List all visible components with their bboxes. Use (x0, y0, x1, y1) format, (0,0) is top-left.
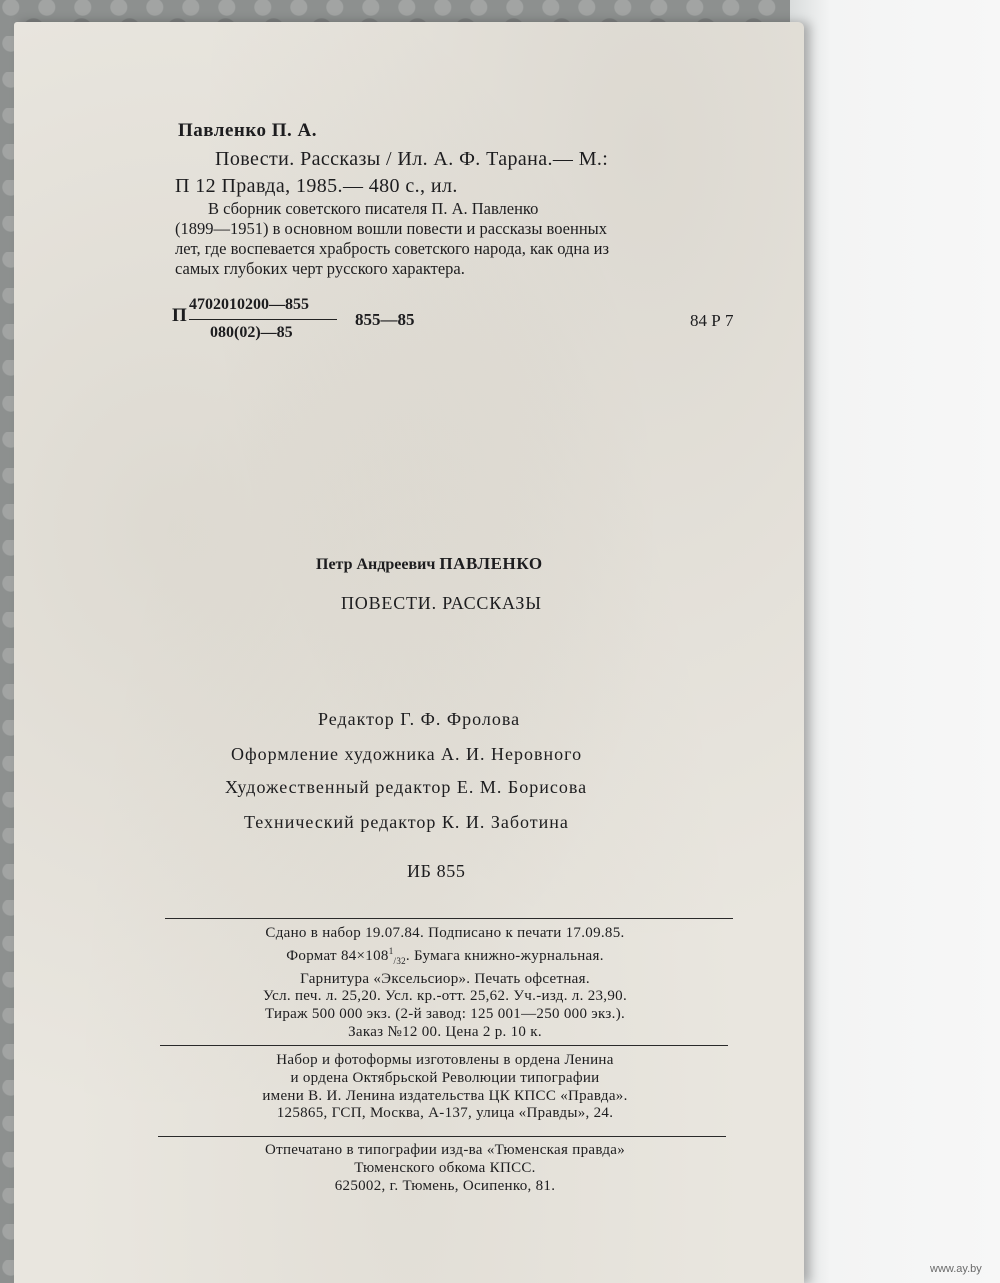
staff-designer: Оформление художника А. И. Неровного (231, 744, 583, 764)
printing-house-block (160, 1142, 730, 1195)
ib-number: ИБ 855 (407, 861, 466, 881)
annotation-line: самых глубоких черт русского характера. (175, 259, 465, 278)
staff-technical-editor: Технический редактор К. И. Заботина (244, 812, 569, 832)
format-prefix: Формат 84×108 (286, 947, 389, 964)
staff-art-editor: Художественный редактор Е. М. Борисова (225, 777, 588, 797)
printer-line: Отпечатано в типографии изд-ва «Тюменская правда» (264, 1142, 626, 1158)
bibliographic-line-1: Повести. Рассказы / Ил. А. Ф. Тарана.— М.: (215, 148, 609, 170)
code-fraction-line (189, 319, 337, 320)
printer-line: 625002, г. Тюмень, Осипенко, 81. (334, 1177, 556, 1194)
annotation (175, 199, 775, 279)
annotation-line: (1899—1951) в основном вошли повести и рассказы военных (175, 219, 607, 238)
printer-line: 125865, ГСП, Москва, А-137, улица «Правды», 24. (276, 1105, 614, 1122)
divider-rule (160, 1045, 728, 1046)
imprint-block (160, 925, 730, 1042)
imprint-line: Гарнитура «Эксельсиор». Печать офсетная. (300, 970, 590, 987)
printer-line: и ордена Октябрьской Революции типографии (290, 1069, 600, 1086)
imprint-line: Усл. печ. л. 25,20. Усл. кр.-отт. 25,62. Уч.-изд. л. 23,90. (263, 988, 627, 1005)
code-denominator: 080(02)—85 (210, 324, 293, 341)
printer-line: Тюменского обкома КПСС. (354, 1159, 536, 1176)
annotation-line: лет, где воспевается храбрость советского народа, как одна из (175, 239, 610, 258)
watermark: www.ay.by (930, 1263, 982, 1275)
author-given-names: Петр Андреевич (316, 556, 436, 573)
facing-blank-page (790, 0, 1000, 1283)
classification-code: 84 Р 7 (690, 311, 734, 330)
format-suffix: . Бумага книжно-журнальная. (405, 947, 604, 964)
imprint-line: Сдано в набор 19.07.84. Подписано к печати 17.09.85. (265, 925, 625, 941)
annotation-line: В сборник советского писателя П. А. Павленко (208, 199, 539, 218)
book-title: ПОВЕСТИ. РАССКАЗЫ (341, 593, 542, 613)
divider-rule (165, 918, 733, 919)
divider-rule (158, 1136, 726, 1137)
author-surname: ПАВЛЕНКО (439, 554, 543, 573)
typesetting-printer-block (160, 1052, 730, 1123)
format-subscript: /32 (393, 955, 406, 966)
imprint-line: Тираж 500 000 экз. (2-й завод: 125 001—250 000 экз.). (264, 1006, 626, 1023)
bibliographic-line-2: П 12 Правда, 1985.— 480 с., ил. (175, 175, 458, 197)
imprint-line: Заказ №12 00. Цена 2 р. 10 к. (348, 1023, 542, 1040)
format-superscript: 1 (388, 945, 394, 956)
imprint-format-line (160, 943, 730, 971)
staff-editor: Редактор Г. Ф. Фролова (318, 709, 521, 729)
printer-line: имени В. И. Ленина издательства ЦК КПСС «Правда». (262, 1087, 628, 1104)
code-middle: 855—85 (355, 310, 415, 329)
author-heading: Павленко П. А. (178, 120, 318, 141)
code-numerator: 4702010200—855 (189, 296, 309, 313)
code-prefix: П (172, 305, 187, 326)
printer-line: Набор и фотоформы изготовлены в ордена Ленина (276, 1052, 614, 1068)
author-full-name (316, 554, 543, 574)
